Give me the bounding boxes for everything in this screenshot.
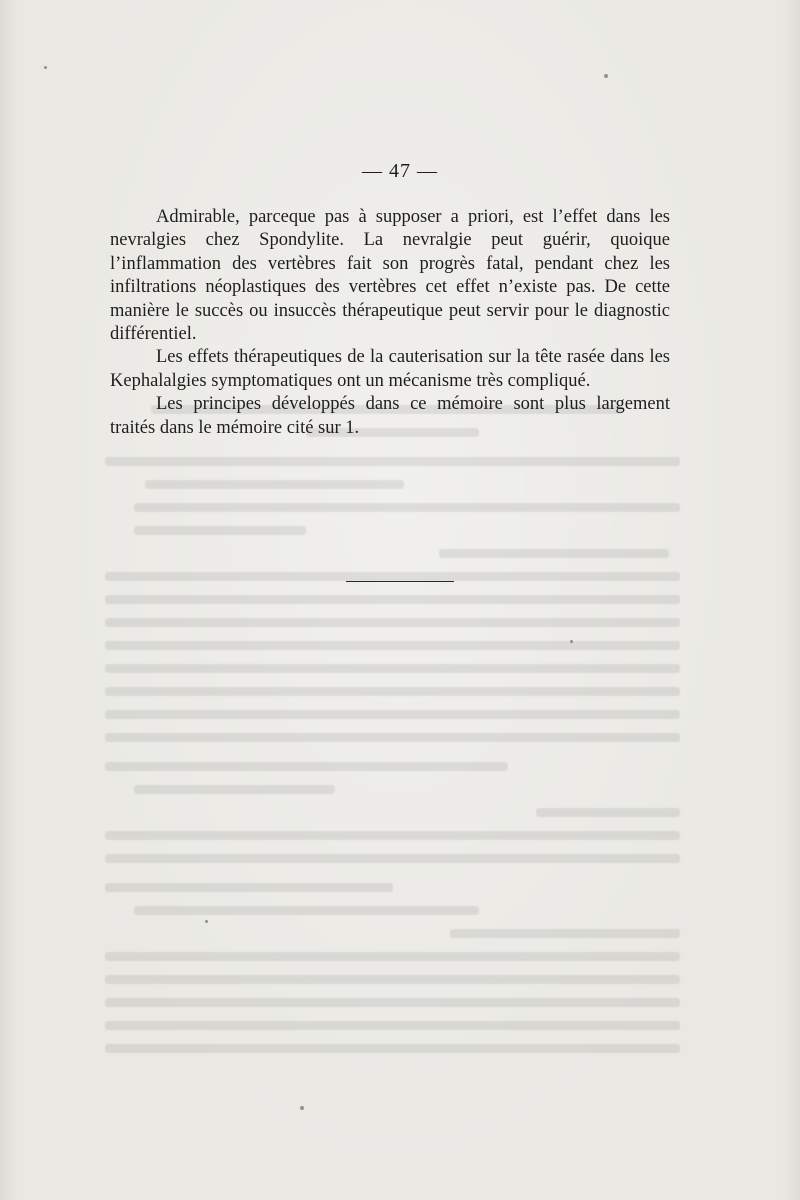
page-number: — 47 — [362,160,438,182]
ink-speck [300,1106,304,1110]
paragraph: Admirable, parceque pas à supposer a priori, est l’effet dans les nevralgies chez Spondylite. La nevralgie peut guérir, quoique l’inflammation des vertèbres fait son progrès fatal, pendant chez les infiltrations néoplastiques des vertèbres cet effet n’existe pas. De cette manière le succès ou insuccès thérapeutique peut servir pour le diagnostic différentiel. [110,207,670,345]
paragraph: Les effets thérapeutiques de la cauterisation sur la tête rasée dans les Kephalalgies symptomatiques ont un mécanisme très compliqué. [110,347,670,391]
section-divider [346,581,454,582]
body-text [110,206,670,440]
ink-speck [570,640,573,643]
ink-speck [604,74,608,78]
paragraph: Les principes développés dans ce mémoire sont plus largement traités dans le mémoire cité sur 1. [110,394,670,438]
show-through-texture [105,405,680,1125]
ink-speck [44,66,47,69]
ink-speck [205,920,208,923]
